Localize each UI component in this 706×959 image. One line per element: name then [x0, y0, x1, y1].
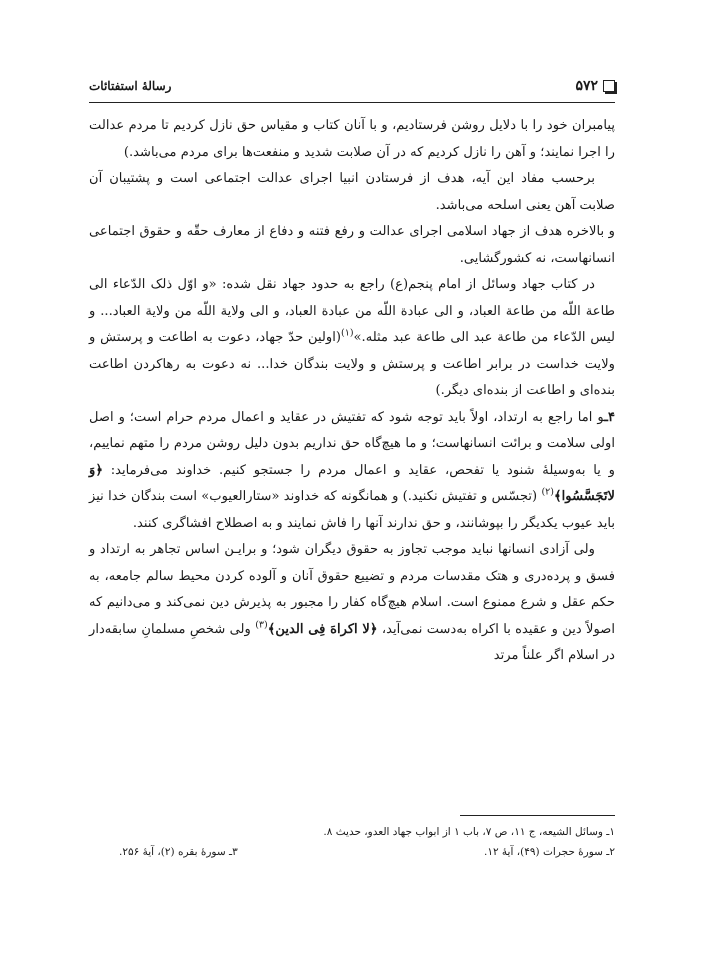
- freedom-text-b: ولی شخصِ مسلمانِ سابقه‌دار در اسلام اگر علناً مرتد: [89, 621, 615, 663]
- paragraph-verse-meaning: برحسب مفاد این آیه، هدف از فرستادن انبیا اجرای عدالت اجتماعی است و پشتیبان آن صلابت آهن یعنی اسلحه می‌باشد.: [89, 171, 615, 213]
- main-text: [89, 113, 615, 670]
- quran-quote-tajassus: ﴿وَ لاتَجَسَّسُوا﴾: [89, 462, 615, 504]
- paragraph-jihad-goal: و بالاخره هدف از جهاد اسلامی اجرای عدالت و رفع فتنه و دفاع از معارف حقّه و حقوق اجتماعی انسانهاست، نه کشورگشایی.: [89, 224, 615, 266]
- footnote-ref-3[interactable]: (۳): [255, 619, 268, 631]
- quran-quote-la-ikrah: ﴿لا اکراهَ فِی الدین﴾: [267, 621, 378, 637]
- square-ornament-icon: [603, 80, 615, 92]
- apostasy-text-a: و اما راجع به ارتداد، اولاً باید توجه شود که تفتیش در عقاید و اعمال مردم حرام است؛ و اصل اولی سلامت و برائت انسانهاست؛ و ما هیچ‌گاه حق نداریم بدون دلیل روشن مردم را متهم نماییم، و یا به‌وسیلهٔ شنود یا تفحص، عقاید و اعمال مردم را جستجو کنیم. خداوند می‌فرماید:: [89, 409, 615, 478]
- paragraph-apostasy: [89, 405, 615, 538]
- paragraph-freedom: [89, 537, 615, 670]
- footnote-row: [89, 842, 615, 862]
- page-number-block: [575, 78, 615, 94]
- hadith-translation: (اولین حدّ جهاد، دعوت به اطاعت و پرستش و ولایت خداست در برابر اطاعت و پرستش و ولایت بندگان خدا... نه دعوت به رهاکردن اطاعت بنده‌ای و اطاعت از بنده‌ای دیگر.): [89, 330, 615, 398]
- running-title: رسالهٔ استفتائات: [89, 79, 172, 93]
- freedom-text-a: ولی آزادی انسانها نباید موجب تجاوز به حقوق دیگران شود؛ و برایـن اساس تجاهر به ارتداد و فسق و پرده‌دری و هتک مقدسات مردم و تضییع حقوق آنان و آلوده کردن محیط سالم جامعه، به حکم عقل و شرع ممنوع است. اسلام هیچ‌گاه کفار را مجبور به پذیرش دین نمی‌کند و می‌دانیم که اصولاً دین و عقیده با اکراه به‌دست نمی‌آید،: [89, 542, 615, 637]
- footnote-3: ۳ـ سورهٔ بقره (۲)، آیهٔ ۲۵۶.: [119, 846, 238, 858]
- item-number: ۴ـ: [604, 409, 615, 425]
- paragraph-wasail-hadith: [89, 272, 615, 405]
- footnote-2: ۲ـ سورهٔ حجرات (۴۹)، آیهٔ ۱۲.: [483, 846, 615, 858]
- footnote-divider: [460, 815, 615, 816]
- paragraph-verse-translation: پیامبران خود را با دلایل روشن فرستادیم، و با آنان کتاب و مقیاس حق نازل کردیم تا مردم عدالت را اجرا نمایند؛ و آهن را نازل کردیم که در آن صلابت شدید و منفعت‌ها برای مردم می‌باشد.): [89, 118, 615, 160]
- apostasy-text-b: (تجسّس و تفتیش نکنید.) و همانگونه که خداوند «ستارالعیوب» است بندگان خدا نیز باید عیوب یکدیگر را بپوشانند، و حق ندارند آنها را فاش نمایند و به اصطلاح افشاگری کنند.: [89, 489, 615, 531]
- footnote-1: ۱ـ وسائل الشیعه، ج ۱۱، ص ۷، باب ۱ از ابواب جهاد العدو، حدیث ۸.: [323, 826, 615, 838]
- page-header: [89, 76, 615, 103]
- footnote-ref-2[interactable]: (۲): [541, 486, 554, 498]
- page-number: ۵۷۲: [575, 78, 598, 94]
- hadith-text: در کتاب جهاد وسائل از امام پنجم(ع) راجع به حدود جهاد نقل شده: «و اوّل ذلک الدّعاء الی طاعة اللّه من طاعة العباد، و الی عبادة اللّه من عبادة العباد، و الی ولایة اللّه من ولایة العباد... و لیس الدّعاء من طاعة عبد الی طاعة عبد مثله.»: [89, 277, 616, 345]
- footnotes: [89, 815, 615, 862]
- footnote-ref-1[interactable]: (۱): [340, 327, 354, 339]
